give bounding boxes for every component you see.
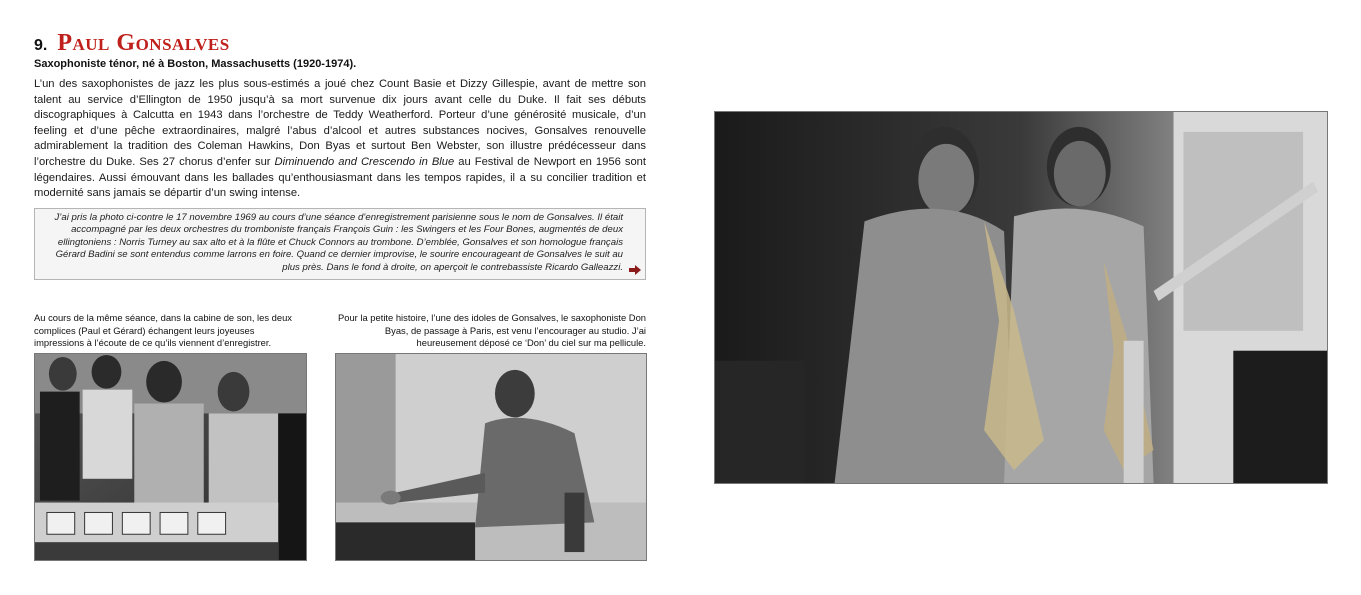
- arrow-right-icon: [629, 265, 641, 275]
- caption-left: Au cours de la même séance, dans la cabine de son, les deux complices (Paul et Gérard) échangent leurs joyeuses impressions à l’écoute de ce qu’ils viennent d’enregistrer.: [34, 312, 292, 349]
- musician-name: Paul Gonsalves: [57, 30, 230, 56]
- photo-don-byas: [335, 353, 647, 561]
- photographer-note: [34, 208, 646, 280]
- musician-subtitle: Saxophoniste ténor, né à Boston, Massachusetts (1920-1974).: [34, 58, 357, 70]
- biography-part-2: au Festival de Newport en 1956 sont légendaires. Aussi émouvant dans les ballades qu’enthousiasmant dans les tempos rapides, il a su concilier tradition et modernité sans jamais se départir d’un swing intense.: [34, 155, 646, 200]
- album-title: Diminuendo and Crescendo in Blue: [274, 155, 455, 168]
- photo-gonsalves-badini: [714, 111, 1328, 484]
- caption-right: Pour la petite histoire, l’une des idoles de Gonsalves, le saxophoniste Don Byas, de passage à Paris, est venu l’encourager au studio. J’ai heureusement déposé ce ‘Don’ du ciel sur ma pellicule.: [338, 312, 646, 349]
- biography-part-1: L’un des saxophonistes de jazz les plus sous-estimés a joué chez Count Basie et Dizzy Gillespie, avant de mettre son talent au service d’Ellington de 1950 jusqu’à sa mort survenue dix jours avant celle du Duke. Il fait ses débuts discographiques à Calcutta en 1943 dans l’orchestre de Teddy Weatherford. Porteur d’une générosité musicale, d’un feeling et d’une pêche extraordinaires, malgré l’abus d’alcool et autres substances nocives, Gonsalves renouvelle admirablement la tradition des Coleman Hawkins, Don Byas et surtout Ben Webster, son illustre prédécesseur dans l’orchestre du Duke. Ses 27 chorus d’enfer sur: [34, 78, 646, 168]
- biography-text: [34, 77, 646, 202]
- photographer-note-text: J’ai pris la photo ci-contre le 17 novembre 1969 au cours d’une séance d’enregistrement parisienne sous le nom de Gonsalves. Il était accompagné par les deux orchestres du tromboniste français François Guin : les Swingers et les Four Bones, augmentés de deux ellingtoniens : Norris Turney au sax alto et à la flûte et Chuck Connors au trombone. D’emblée, Gonsalves et son homologue français Gérard Badini se sont entendus comme larrons en foire. Quand ce dernier improvise, le sourire encourageant de Gonsalves le suit au plus près. Dans le fond à droite, on aperçoit le contrebassiste Ricardo Galleazzi.: [54, 212, 623, 273]
- photo-sound-booth: [34, 353, 307, 561]
- chapter-number: 9.: [34, 37, 48, 54]
- page-heading: [34, 30, 230, 57]
